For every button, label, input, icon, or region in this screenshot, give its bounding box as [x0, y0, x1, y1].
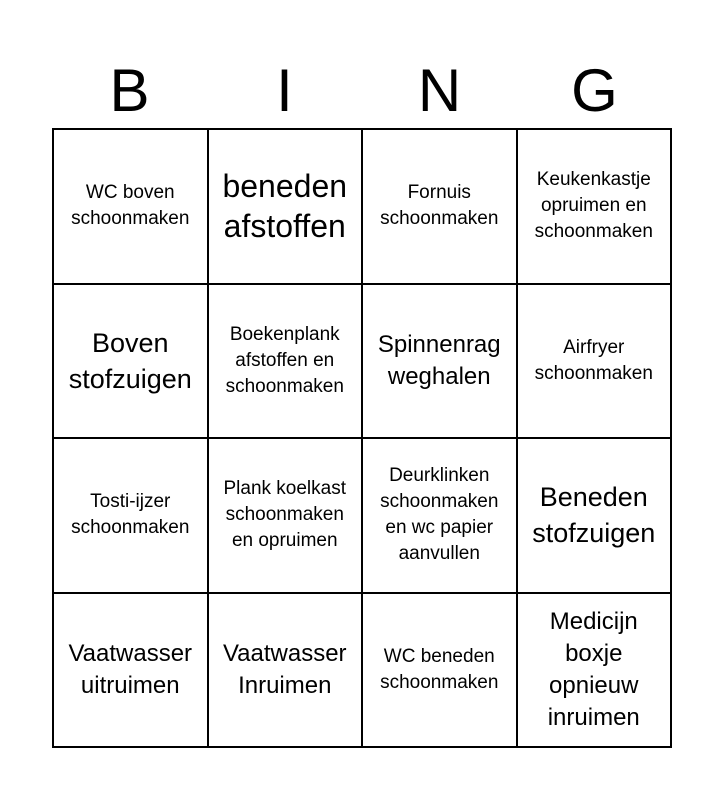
- header-letter-n: N: [417, 57, 462, 124]
- cell-text: Beneden stofzuigen: [532, 482, 656, 549]
- cell-text: Boekenplank afstoffen en schoonmaken: [225, 323, 344, 397]
- cell-text: Plank koelkast schoonmaken en opruimen: [223, 478, 346, 552]
- bingo-cell: [209, 285, 364, 440]
- cell-text: Medicijn boxje opnieuw inruimen: [547, 607, 640, 731]
- bingo-cell: [54, 594, 209, 749]
- bingo-cell: [54, 285, 209, 440]
- header-letter-g: G: [571, 57, 618, 124]
- cell-text: Vaatwasser uitruimen: [68, 639, 193, 699]
- bingo-grid: [52, 128, 672, 748]
- cell-text: Boven stofzuigen: [68, 327, 192, 394]
- cell-text: Fornuis schoonmaken: [380, 182, 499, 230]
- bingo-cell: [209, 130, 364, 285]
- cell-text: Tosti-ijzer schoonmaken: [71, 491, 190, 539]
- cell-text: WC beneden schoonmaken: [380, 645, 499, 693]
- cell-text: Vaatwasser Inruimen: [222, 639, 347, 699]
- bingo-cell: [363, 439, 518, 594]
- bingo-cell: [363, 594, 518, 749]
- bingo-header: [52, 54, 672, 128]
- cell-text: Keukenkastje opruimen en schoonmaken: [534, 169, 653, 243]
- bingo-cell: [518, 130, 673, 285]
- bingo-cell: [209, 439, 364, 594]
- bingo-cell: [54, 439, 209, 594]
- cell-text: Deurklinken schoonmaken en wc papier aanvullen: [380, 465, 499, 565]
- bingo-cell: [518, 439, 673, 594]
- bingo-cell: [54, 130, 209, 285]
- bingo-cell: [518, 594, 673, 749]
- bingo-cell: [518, 285, 673, 440]
- bingo-cell: [363, 285, 518, 440]
- bingo-cell: [209, 594, 364, 749]
- cell-text: Spinnenrag weghalen: [377, 330, 501, 390]
- cell-text: beneden afstoffen: [222, 168, 348, 245]
- bingo-cell: [363, 130, 518, 285]
- header-letter-b: B: [109, 57, 150, 124]
- cell-text: WC boven schoonmaken: [71, 182, 190, 230]
- header-letter-i: I: [276, 57, 293, 124]
- cell-text: Airfryer schoonmaken: [534, 336, 653, 384]
